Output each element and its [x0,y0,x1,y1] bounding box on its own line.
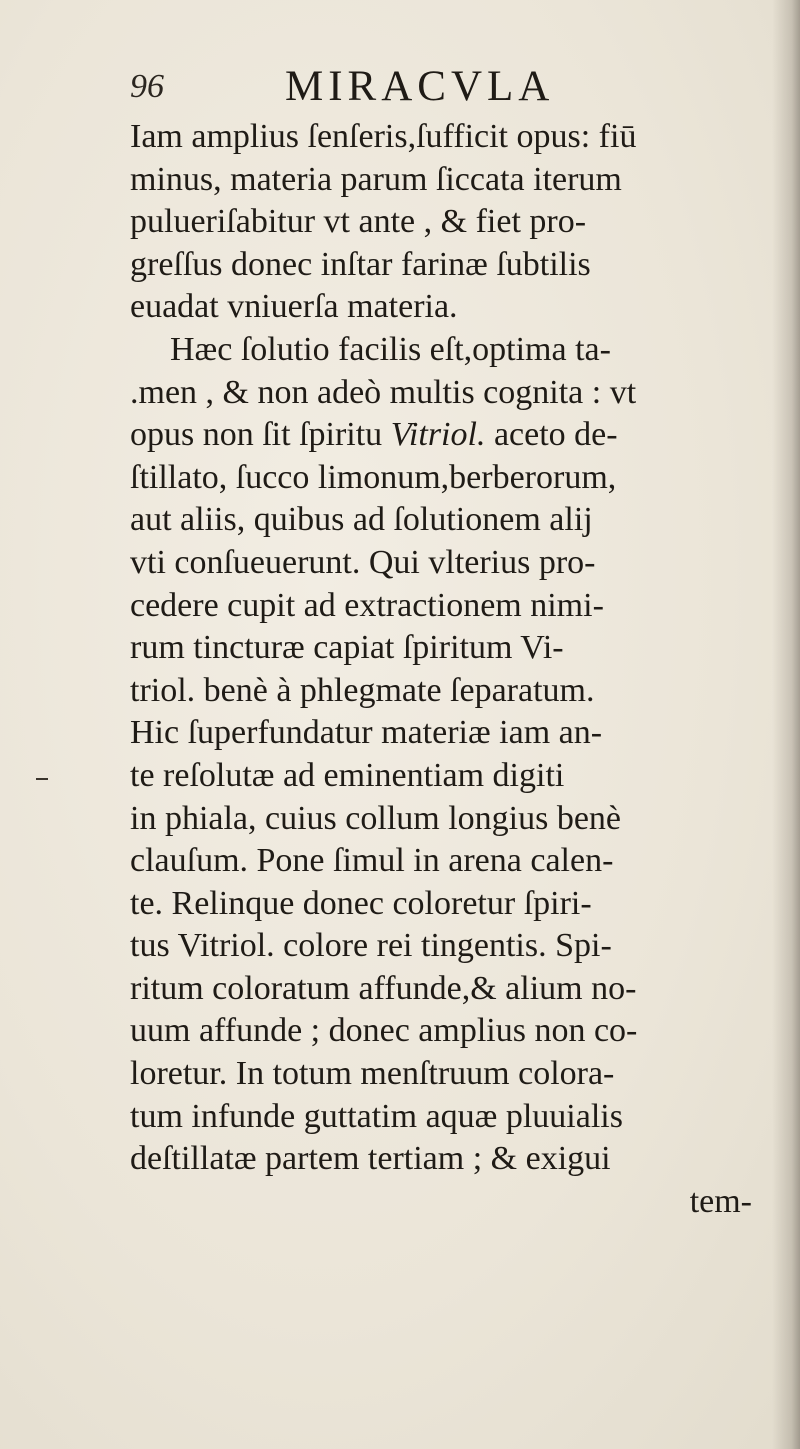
text-line: loretur. In totum menſtruum colora- [130,1055,615,1093]
running-title: MIRACVLA [285,63,555,110]
text-line [130,414,770,457]
text-line: Hic ſuperfundatur materiæ iam an- [130,714,603,752]
text-line: vti conſueuerunt. Qui vlterius pro- [130,543,596,581]
page-header [130,62,750,112]
text-line: Hæc ſolutio facilis eſt,optima ta- [170,330,611,368]
text-line: te reſolutæ ad eminentiam digiti [130,756,565,794]
body-text [130,116,770,1223]
text-line: rum tincturæ capiat ſpiritum Vi- [130,629,564,667]
text-line: clauſum. Pone ſimul in arena calen- [130,842,614,880]
text-line: tum infunde guttatim aquæ pluuialis [130,1097,623,1135]
text-line: tus Vitriol. colore rei tingentis. Spi- [130,927,612,965]
catchword: tem- [689,1182,752,1220]
text-line: pulueriſabitur vt ante , & fiet pro- [130,203,587,241]
text-line: ſtillato, ſucco limonum,berberorum, [130,458,617,496]
text-line: .men , & non adeò multis cognita : vt [130,373,637,411]
text-line: euadat vniuerſa materia. [130,288,458,326]
text-segment: opus non ſit ſpiritu [130,416,391,454]
margin-mark [36,778,48,780]
page-number: 96 [130,68,164,105]
italic-word: Vitriol. [390,416,486,454]
text-line: minus, materia parum ſiccata iterum [130,160,622,198]
text-line: ritum coloratum affunde,& alium no- [130,969,637,1007]
text-line: Iam amplius ſenſeris,ſufficit opus: fiū [130,118,637,155]
page-edge-shadow [772,0,800,1449]
text-line: uum affunde ; donec amplius non co- [130,1012,638,1050]
text-line: greſſus donec inſtar farinæ ſubtilis [130,245,591,283]
text-line: aut aliis, quibus ad ſolutionem alij [130,501,593,539]
text-line: in phiala, cuius collum longius benè [130,799,622,837]
text-line: triol. benè à phlegmate ſeparatum. [130,671,595,709]
text-segment: aceto de- [493,416,618,454]
text-line: cedere cupit ad extractionem nimi- [130,586,604,624]
text-line: deſtillatæ partem tertiam ; & exigui [130,1140,611,1178]
text-line: te. Relinque donec coloretur ſpiri- [130,884,592,922]
